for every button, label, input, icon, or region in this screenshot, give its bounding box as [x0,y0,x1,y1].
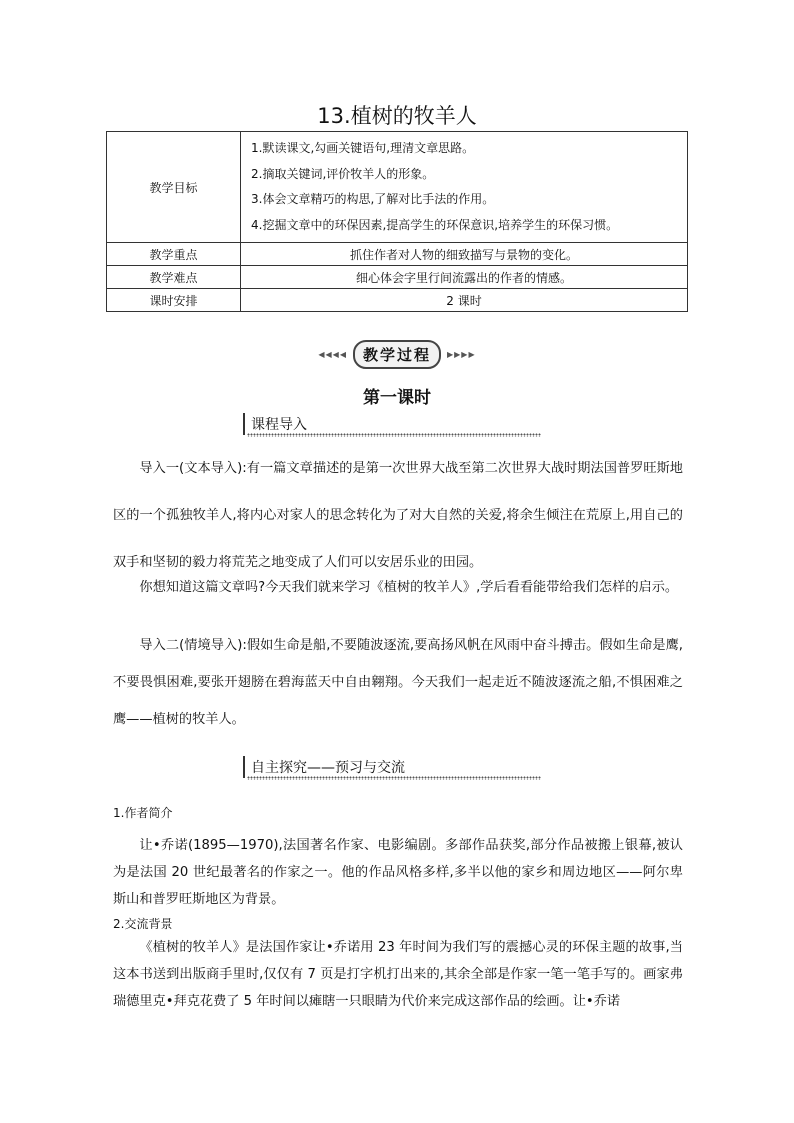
intro1-paragraph: 导入一(文本导入):有一篇文章描述的是第一次世界大战至第二次世界大战时期法国普罗旺斯地区的一个孤独牧羊人,将内心对家人的思念转化为了对大自然的关爱,将余生倾注在荒原上,用自己的双手和坚韧的毅力将荒芜之地变成了人们可以安居乐业的田园。 [113,461,683,570]
goal-item: 4.挖掘文章中的环保因素,提高学生的环保意识,培养学生的环保习惯。 [251,217,619,232]
schedule-label: 课时安排 [107,289,241,312]
heading-bar [243,413,245,435]
section-heading-text: 自主探究——预习与交流 [251,760,405,776]
process-banner [0,341,794,367]
schedule-value: 2 课时 [241,289,688,312]
goal-item: 2.摘取关键词,评价牧羊人的形象。 [251,166,435,181]
table-row [107,266,688,289]
right-arrows-icon: ▶▶▶▶ [447,349,476,359]
author-heading: 1.作者简介 [113,806,173,820]
difficulty-value: 细心体会字里行间流露出的作者的情感。 [241,266,688,289]
intro1-follow-paragraph: 你想知道这篇文章吗?今天我们就来学习《植树的牧羊人》,学后看看能带给我们怎样的启示。 [139,580,679,595]
key-value: 抓住作者对人物的细致描写与景物的变化。 [241,243,688,266]
lesson-title: 第一课时 [363,388,431,408]
lesson-plan-table [106,131,688,312]
intro2-paragraph: 导入二(情境导入):假如生命是船,不要随波逐流,要高扬风帆在风雨中奋斗搏击。假如生命是鹰,不要畏惧困难,要张开翅膀在碧海蓝天中自由翱翔。今天我们一起走近不随波逐流之船,不惧困难之鹰——植树的牧羊人。 [113,638,683,727]
table-row [107,132,688,243]
table-row [107,289,688,312]
table-row [107,243,688,266]
goals-label: 教学目标 [107,132,241,243]
goal-item: 1.默读课文,勾画关键语句,理清文章思路。 [251,141,475,155]
goals-cell [241,132,688,243]
difficulty-label: 教学难点 [107,266,241,289]
goal-item: 3.体会文章精巧的构思,了解对比手法的作用。 [251,192,495,206]
page-title: 13.植树的牧羊人 [317,104,477,128]
section-heading-text: 课程导入 [251,417,307,433]
background-heading: 2.交流背景 [113,917,173,931]
section-heading-intro [243,413,541,437]
background-paragraph: 《植树的牧羊人》是法国作家让•乔诺用 23 年时间为我们写的震撼心灵的环保主题的故事,当这本书送到出版商手里时,仅仅有 7 页是打字机打出来的,其余全部是作家一笔一笔手写的。画家弗瑞德里克•拜克花费了 5 年时间以瘫瞎一只眼睛为代价来完成这部作品的绘画。让•乔诺 [113,940,683,1009]
process-banner-label: 教学过程 [353,340,441,369]
section-heading-explore [243,756,541,780]
dotted-underline [247,776,541,780]
author-paragraph: 让•乔诺(1895—1970),法国著名作家、电影编剧。多部作品获奖,部分作品被搬上银幕,被认为是法国 20 世纪最著名的作家之一。他的作品风格多样,多半以他的家乡和周边地区——阿尔卑斯山和普罗旺斯地区为背景。 [113,838,683,907]
key-label: 教学重点 [107,243,241,266]
dotted-underline [247,433,541,437]
left-arrows-icon: ◀◀◀◀ [318,349,347,359]
heading-bar [243,756,245,778]
